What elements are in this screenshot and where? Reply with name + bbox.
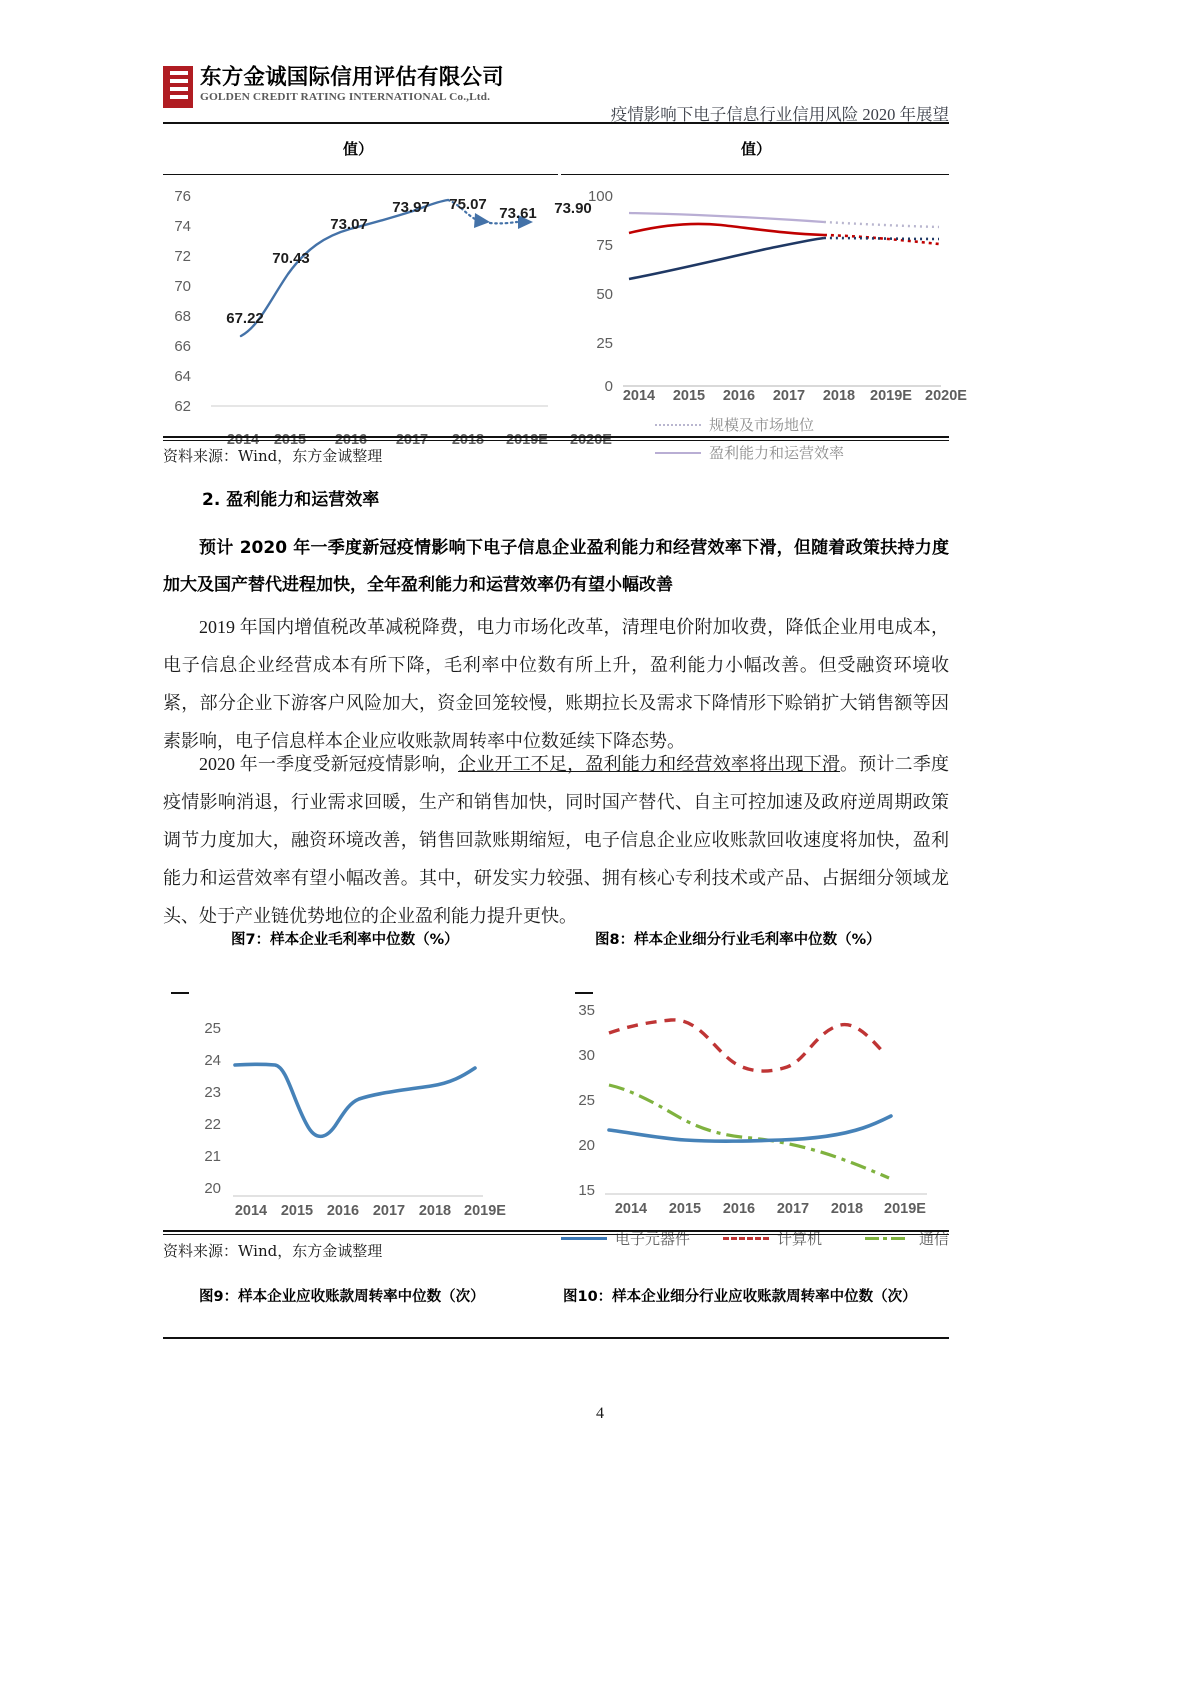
- paragraph-2-part-a: 2020 年一季度受新冠疫情影响，: [199, 754, 458, 774]
- figure-block-bottom-divider: [163, 1230, 949, 1232]
- header-report-title: 疫情影响下电子信息行业信用风险 2020 年展望: [610, 105, 949, 124]
- data-label: 73.07: [330, 216, 368, 233]
- y-tick: 72: [174, 248, 191, 265]
- dashed-line-swatch-icon: [723, 1237, 769, 1240]
- fig-top-right-caption-fragment: 值）: [741, 140, 772, 158]
- body-paragraph-1: 2019 年国内增值税改革减税降费，电力市场化改革，清理电价附加收费，降低企业用电成本，电子信息企业经营成本有所下降，毛利率中位数有所上升，盈利能力小幅改善。但受融资环境收紧，部分企业下游客户风险加大，资金回笼较慢，账期拉长及需求下降情形下赊销扩大销售额等因素影响，电子信息样本企业应收账款周转率中位数延续下降态势。: [163, 617, 949, 751]
- chart-fig7: [163, 960, 553, 1219]
- x-tick: 2019E: [464, 1203, 506, 1219]
- fig9-title: 图9：样本企业应收账款周转率中位数（次）: [199, 1289, 485, 1305]
- y-tick: 70: [174, 278, 191, 295]
- chart-fig8: [553, 960, 950, 1248]
- x-tick: 2020E: [570, 432, 612, 448]
- chart-fig7-plot: [163, 960, 553, 1208]
- y-tick: 75: [596, 237, 613, 254]
- y-tick: 30: [578, 1047, 595, 1064]
- logo-name-cn: 东方金诚国际信用评估有限公司: [200, 65, 504, 90]
- legend-label: 电子元器件: [615, 1230, 691, 1248]
- data-label: 67.22: [226, 310, 264, 327]
- data-label: 75.07: [449, 196, 487, 213]
- y-tick: 68: [174, 308, 191, 325]
- source-note-bottom: 资料来源：Wind，东方金诚整理: [163, 1242, 383, 1260]
- x-tick: 2017: [776, 1201, 810, 1217]
- y-tick: 20: [204, 1180, 221, 1197]
- x-tick: 2016: [334, 432, 368, 448]
- solid-line-swatch-icon: [561, 1237, 607, 1240]
- x-tick: 2014: [226, 432, 260, 448]
- x-tick: 2014: [234, 1203, 268, 1219]
- legend-label: 规模及市场地位: [709, 416, 815, 434]
- chart-top-right: [561, 174, 967, 462]
- y-tick: 21: [204, 1148, 221, 1165]
- x-tick: 2015: [280, 1203, 314, 1219]
- y-tick: 23: [204, 1084, 221, 1101]
- data-label: 70.43: [272, 250, 310, 267]
- page-header: [163, 58, 949, 124]
- paragraph-2-part-b: 。预计二季度疫情影响消退，行业需求回暖，生产和销售加快，同时国产替代、自主可控加速及政府逆周期政策调节力度加大，融资环境改善，销售回款账期缩短，电子信息企业应收账款回收速度将加快，盈利能力和运营效率有望小幅改善。其中，研发实力较强、拥有核心专利技术或产品、占据细分领域龙头、处于产业链优势地位的企业盈利能力提升更快。: [163, 754, 950, 926]
- logo-text: [200, 66, 504, 104]
- fig10-title: 图10：样本企业细分行业应收账款周转率中位数（次）: [563, 1289, 917, 1305]
- source-note-top: 资料来源：Wind，东方金诚整理: [163, 447, 383, 465]
- x-tick: 2016: [722, 388, 756, 404]
- x-tick: 2017: [395, 432, 429, 448]
- y-tick: 64: [174, 368, 191, 385]
- legend-label: 通信: [919, 1230, 950, 1248]
- x-tick: 2015: [672, 388, 706, 404]
- dotted-line-swatch-icon: [655, 424, 701, 426]
- y-tick: 66: [174, 338, 191, 355]
- logo-name-en: GOLDEN CREDIT RATING INTERNATIONAL Co.,Ltd.: [200, 91, 491, 103]
- x-tick: 2016: [722, 1201, 756, 1217]
- y-tick: 62: [174, 398, 191, 415]
- x-tick: 2014: [614, 1201, 648, 1217]
- paragraph-2-underlined: 企业开工不足，盈利能力和经营效率将出现下滑: [458, 754, 841, 774]
- body-paragraph-2: [163, 745, 949, 935]
- figure-block-top-divider-2: [163, 440, 949, 441]
- legend-item-scale-market-position: [655, 414, 814, 435]
- legend-label: 计算机: [777, 1230, 823, 1248]
- x-tick: 2018: [822, 388, 856, 404]
- chart-top-right-plot: [561, 174, 949, 404]
- y-tick: 50: [596, 286, 613, 303]
- x-tick: 2014: [622, 388, 656, 404]
- y-tick: 24: [204, 1052, 221, 1069]
- figure-block-bottom-divider-2: [163, 1234, 949, 1235]
- x-tick: 2015: [668, 1201, 702, 1217]
- figure-block-top-divider: [163, 436, 949, 438]
- y-tick: 25: [204, 1020, 221, 1037]
- x-tick: 2017: [772, 388, 806, 404]
- logo-mark-icon: [163, 66, 193, 108]
- data-label: 73.90: [554, 200, 592, 217]
- y-tick: 76: [174, 188, 191, 205]
- x-tick: 2017: [372, 1203, 406, 1219]
- fig8-title: 图8：样本企业细分行业毛利率中位数（%）: [595, 932, 881, 948]
- fig7-title: 图7：样本企业毛利率中位数（%）: [231, 932, 459, 948]
- x-tick: 2015: [273, 432, 307, 448]
- y-tick: 25: [578, 1092, 595, 1109]
- y-tick: 25: [596, 335, 613, 352]
- y-tick: 0: [604, 378, 613, 395]
- x-tick: 2019E: [506, 432, 548, 448]
- header-divider: [163, 122, 949, 124]
- y-tick: 22: [204, 1116, 221, 1133]
- chart-fig8-plot: [553, 960, 949, 1208]
- y-tick: 15: [578, 1182, 595, 1199]
- y-tick: 74: [174, 218, 191, 235]
- solid-line-swatch-icon: [655, 452, 701, 454]
- legend-item-profitability-efficiency: [655, 442, 844, 463]
- section-lead-paragraph: 预计 2020 年一季度新冠疫情影响下电子信息企业盈利能力和经营效率下滑，但随着政策扶持力度加大及国产替代进程加快，全年盈利能力和运营效率仍有望小幅改善: [163, 538, 949, 595]
- page-number: 4: [596, 1405, 604, 1422]
- legend-label: 盈利能力和运营效率: [709, 444, 845, 462]
- x-tick: 2019E: [870, 388, 912, 404]
- next-figure-titles-row: [163, 1285, 949, 1309]
- y-tick: 35: [578, 1002, 595, 1019]
- x-tick: 2018: [418, 1203, 452, 1219]
- fig-top-left-caption-fragment: 值）: [343, 140, 374, 158]
- x-tick: 2018: [451, 432, 485, 448]
- x-tick: 2020E: [925, 388, 967, 404]
- x-tick: 2016: [326, 1203, 360, 1219]
- footer-divider: [163, 1337, 949, 1339]
- x-tick: 2019E: [884, 1201, 926, 1217]
- x-tick: 2018: [830, 1201, 864, 1217]
- data-label: 73.61: [499, 205, 537, 222]
- y-tick: 20: [578, 1137, 595, 1154]
- y-tick: 100: [587, 188, 613, 205]
- section-heading: 2. 盈利能力和运营效率: [202, 490, 380, 510]
- data-label: 73.97: [392, 199, 430, 216]
- dashdot-line-swatch-icon: [865, 1237, 911, 1240]
- figure-block-bottom: [163, 920, 950, 1248]
- company-logo: [163, 66, 504, 108]
